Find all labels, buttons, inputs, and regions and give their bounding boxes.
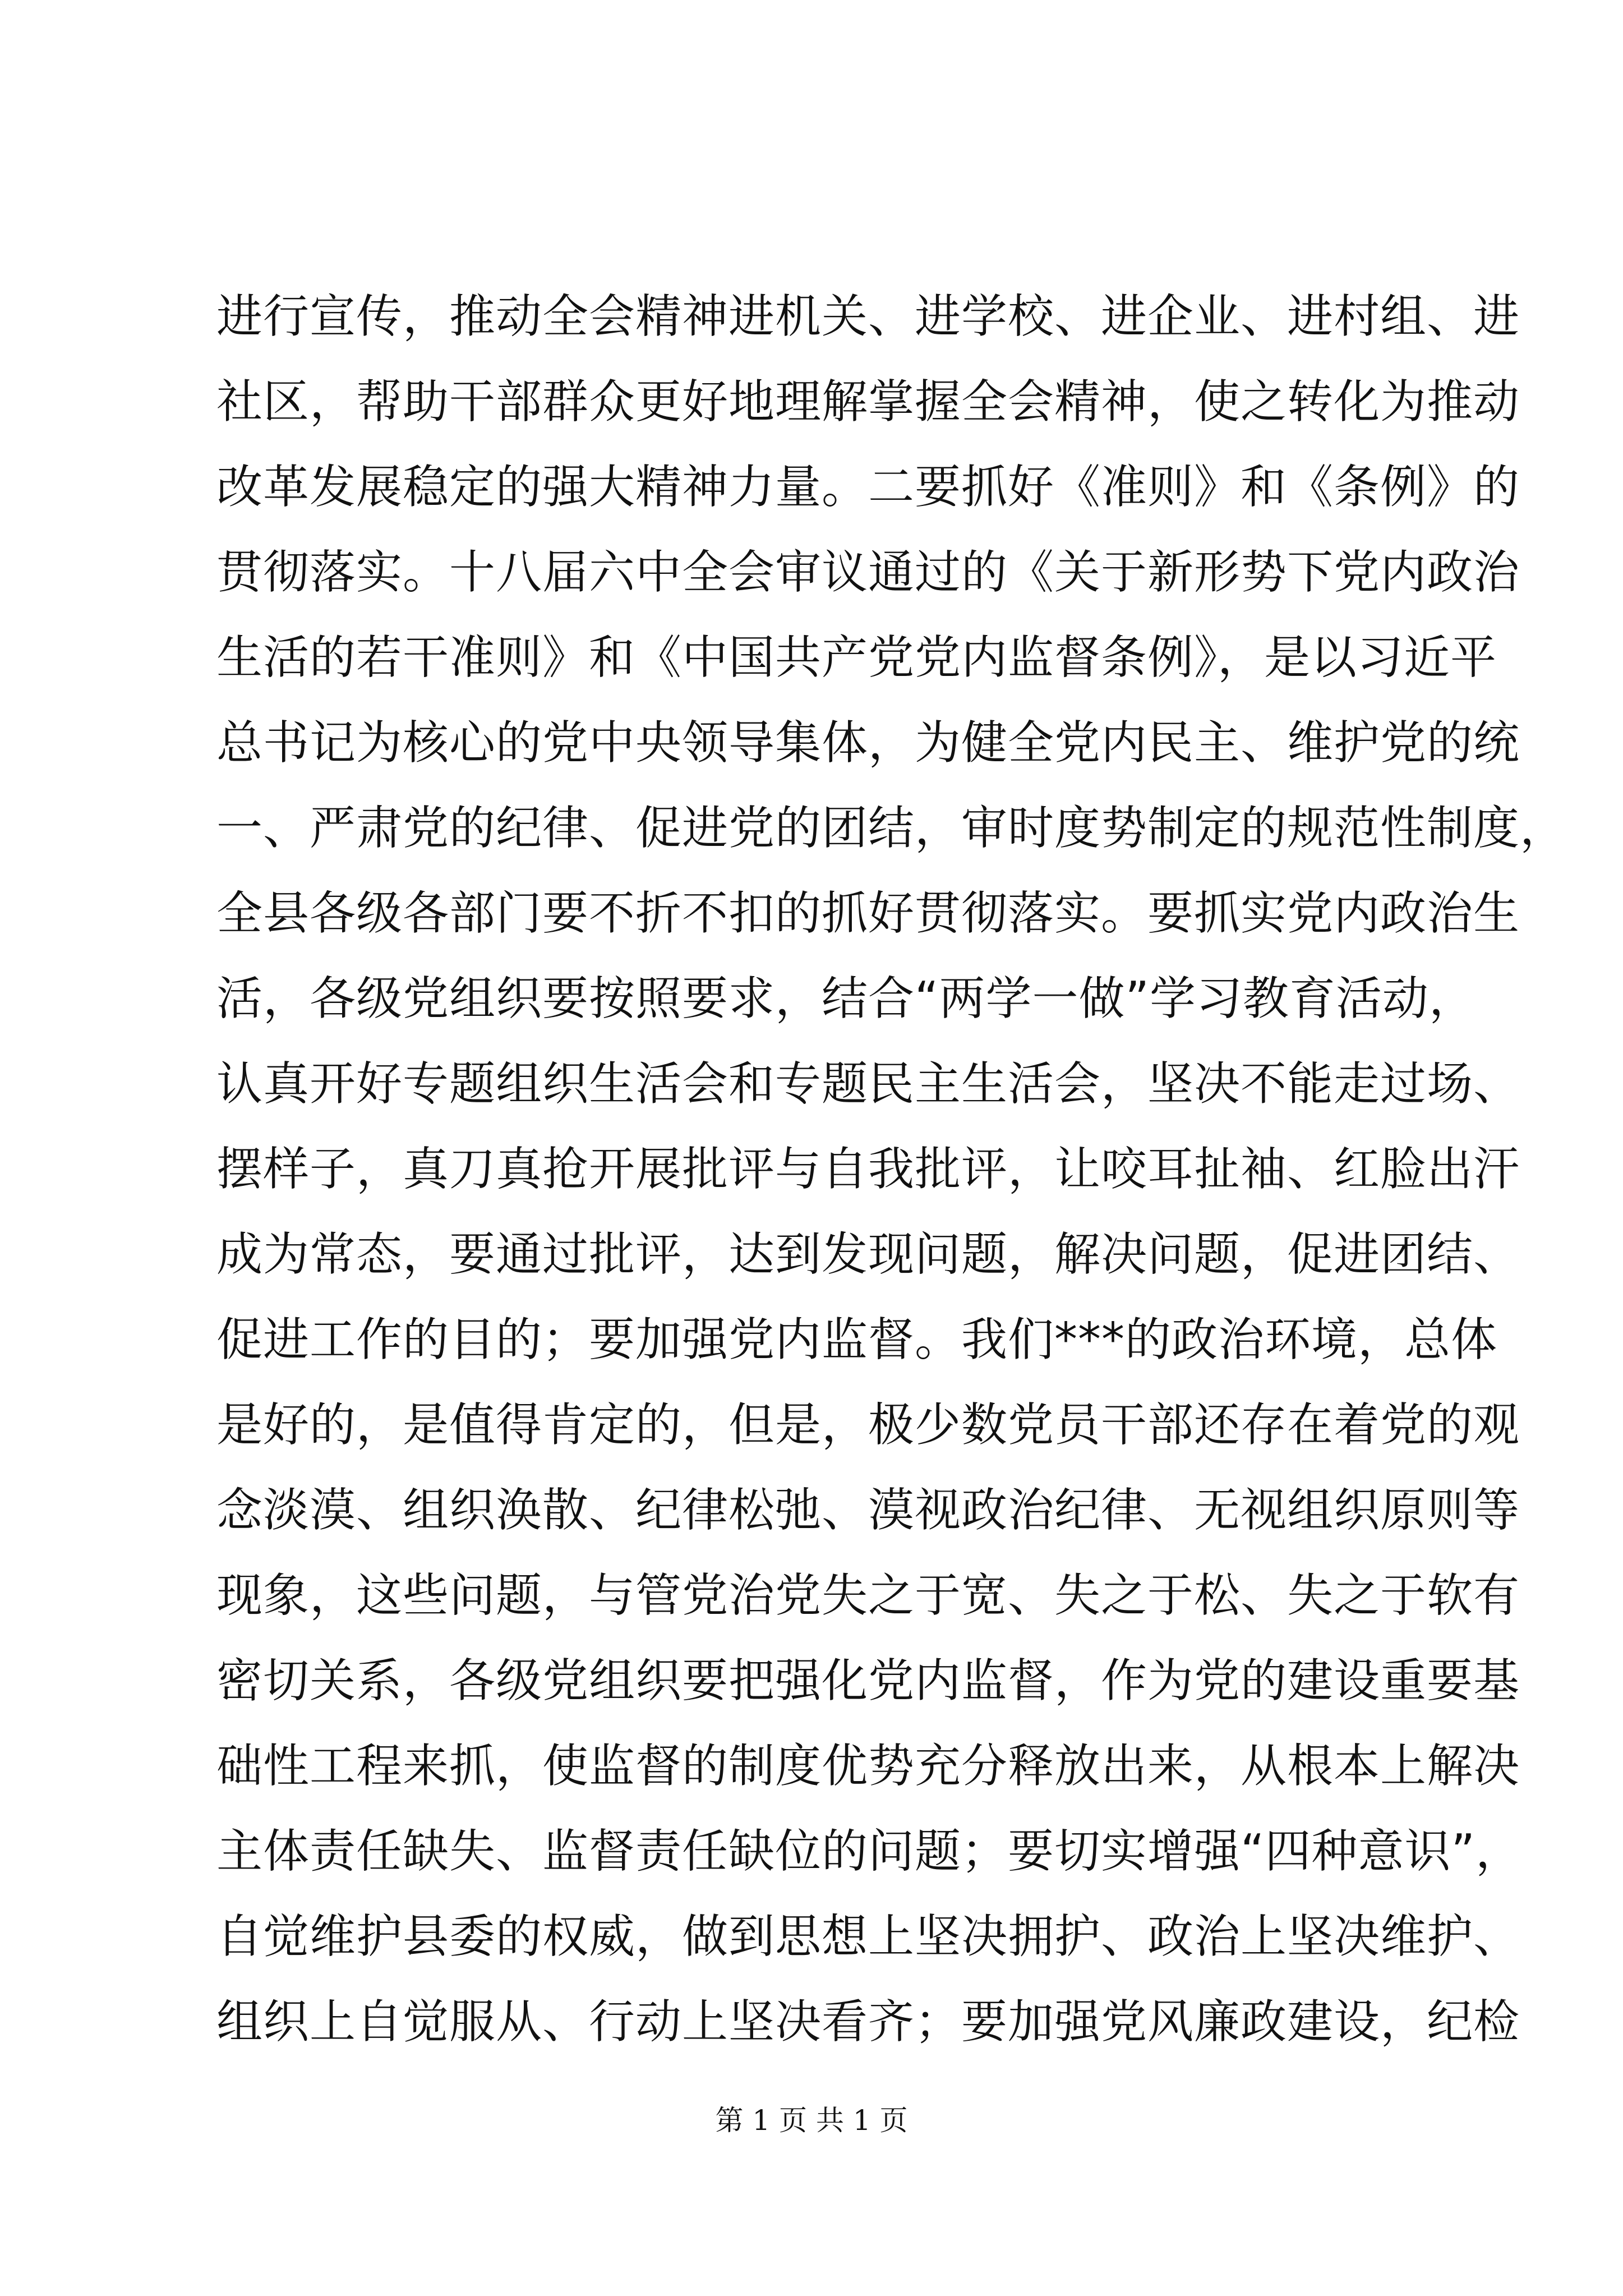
text-line: 成为常态，要通过批评，达到发现问题，解决问题，促进团结、 — [216, 1228, 1520, 1281]
text-line: 组织上自觉服从、行动上坚决看齐；要加强党风廉政建设，纪检 — [216, 1995, 1520, 2049]
text-line: 一、严肃党的纪律、促进党的团结，审时度势制定的规范性制度， — [216, 802, 1567, 855]
text-line: 自觉维护县委的权威，做到思想上坚决拥护、政治上坚决维护、 — [216, 1910, 1520, 1963]
text-line: 摆样子，真刀真抢开展批评与自我批评，让咬耳扯袖、红脸出汗 — [216, 1143, 1520, 1196]
text-line: 主体责任缺失、监督责任缺位的问题；要切实增强“四种意识”， — [216, 1825, 1522, 1878]
text-line: 活，各级党组织要按照要求，结合“两学一做”学习教育活动， — [216, 972, 1476, 1025]
text-line: 社区，帮助干部群众更好地理解掌握全会精神，使之转化为推动 — [216, 375, 1520, 429]
text-line: 念淡漠、组织涣散、纪律松弛、漠视政治纪律、无视组织原则等 — [216, 1484, 1520, 1537]
text-line: 生活的若干准则》和《中国共产党党内监督条例》，是以习近平 — [216, 631, 1497, 684]
text-line: 础性工程来抓，使监督的制度优势充分释放出来，从根本上解决 — [216, 1740, 1520, 1793]
page-number-footer: 第 1 页 共 1 页 — [715, 2104, 908, 2137]
text-line: 进行宣传，推动全会精神进机关、进学校、进企业、进村组、进 — [216, 290, 1520, 343]
text-line: 全县各级各部门要不折不扣的抓好贯彻落实。要抓实党内政治生 — [216, 887, 1520, 940]
text-line: 改革发展稳定的强大精神力量。二要抓好《准则》和《条例》的 — [216, 461, 1520, 514]
text-line: 是好的，是值得肯定的，但是，极少数党员干部还存在着党的观 — [216, 1398, 1520, 1452]
text-line: 认真开好专题组织生活会和专题民主生活会，坚决不能走过场、 — [216, 1057, 1520, 1111]
text-line: 密切关系，各级党组织要把强化党内监督，作为党的建设重要基 — [216, 1654, 1520, 1708]
text-line: 促进工作的目的；要加强党内监督。我们***的政治环境，总体 — [216, 1313, 1498, 1366]
text-line: 贯彻落实。十八届六中全会审议通过的《关于新形势下党内政治 — [216, 546, 1520, 599]
text-line: 总书记为核心的党中央领导集体，为健全党内民主、维护党的统 — [216, 716, 1520, 770]
text-line: 现象，这些问题，与管党治党失之于宽、失之于松、失之于软有 — [216, 1569, 1520, 1622]
